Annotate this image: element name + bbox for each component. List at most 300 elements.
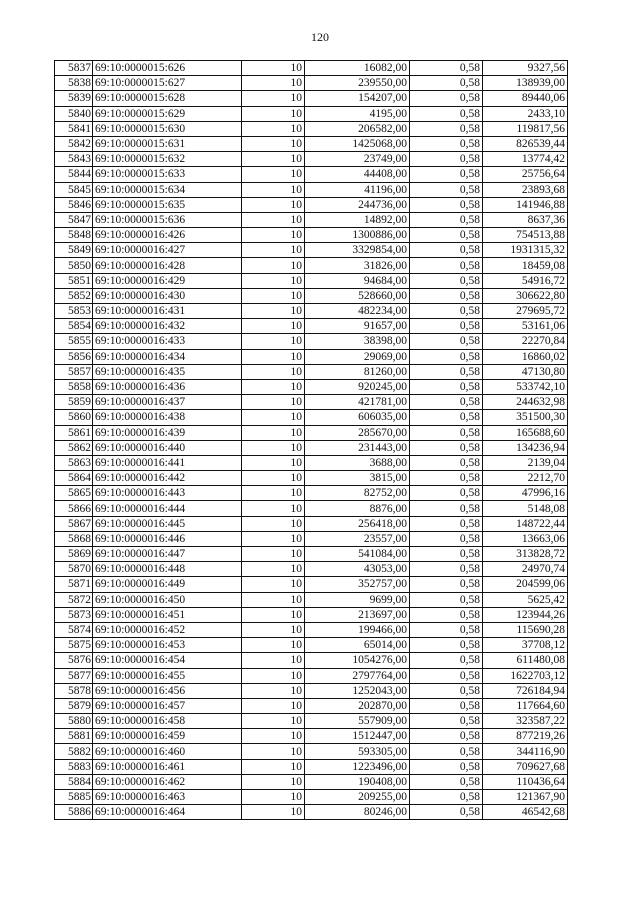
table-row <box>55 364 568 379</box>
coefficient-cell: 0,58 <box>410 228 483 243</box>
value-a-cell: 10 <box>242 653 305 668</box>
value-a-cell: 10 <box>242 714 305 729</box>
result-cell: 22270,84 <box>483 334 568 349</box>
cadastral-number-cell: 69:10:0000015:628 <box>93 91 242 106</box>
cadastral-number-cell: 69:10:0000016:461 <box>93 759 242 774</box>
coefficient-cell: 0,58 <box>410 304 483 319</box>
table-body <box>55 61 568 820</box>
value-a-cell: 10 <box>242 182 305 197</box>
value-a-cell: 10 <box>242 364 305 379</box>
value-a-cell: 10 <box>242 668 305 683</box>
cadastral-number-cell: 69:10:0000016:453 <box>93 638 242 653</box>
row-number-cell: 5837 <box>55 61 93 76</box>
value-a-cell: 10 <box>242 212 305 227</box>
value-a-cell: 10 <box>242 273 305 288</box>
row-number-cell: 5878 <box>55 683 93 698</box>
result-cell: 89440,06 <box>483 91 568 106</box>
value-b-cell: 606035,00 <box>305 410 410 425</box>
result-cell: 23893,68 <box>483 182 568 197</box>
table-row <box>55 531 568 546</box>
cadastral-number-cell: 69:10:0000015:629 <box>93 106 242 121</box>
result-cell: 204599,06 <box>483 577 568 592</box>
table-row <box>55 425 568 440</box>
row-number-cell: 5869 <box>55 547 93 562</box>
cadastral-number-cell: 69:10:0000015:626 <box>93 61 242 76</box>
row-number-cell: 5879 <box>55 698 93 713</box>
cadastral-number-cell: 69:10:0000016:444 <box>93 501 242 516</box>
table-row <box>55 455 568 470</box>
value-a-cell: 10 <box>242 243 305 258</box>
value-b-cell: 213697,00 <box>305 607 410 622</box>
table-row <box>55 91 568 106</box>
value-b-cell: 1425068,00 <box>305 136 410 151</box>
table-row <box>55 622 568 637</box>
row-number-cell: 5843 <box>55 152 93 167</box>
result-cell: 244632,98 <box>483 395 568 410</box>
row-number-cell: 5850 <box>55 258 93 273</box>
value-a-cell: 10 <box>242 440 305 455</box>
table-row <box>55 258 568 273</box>
row-number-cell: 5856 <box>55 349 93 364</box>
value-a-cell: 10 <box>242 501 305 516</box>
table-row <box>55 334 568 349</box>
row-number-cell: 5846 <box>55 197 93 212</box>
row-number-cell: 5867 <box>55 516 93 531</box>
coefficient-cell: 0,58 <box>410 653 483 668</box>
table-row <box>55 61 568 76</box>
row-number-cell: 5862 <box>55 440 93 455</box>
row-number-cell: 5868 <box>55 531 93 546</box>
cadastral-number-cell: 69:10:0000016:459 <box>93 729 242 744</box>
cadastral-number-cell: 69:10:0000016:451 <box>93 607 242 622</box>
result-cell: 119817,56 <box>483 121 568 136</box>
coefficient-cell: 0,58 <box>410 668 483 683</box>
row-number-cell: 5885 <box>55 790 93 805</box>
row-number-cell: 5845 <box>55 182 93 197</box>
row-number-cell: 5854 <box>55 319 93 334</box>
row-number-cell: 5881 <box>55 729 93 744</box>
table-row <box>55 562 568 577</box>
coefficient-cell: 0,58 <box>410 592 483 607</box>
result-cell: 16860,02 <box>483 349 568 364</box>
value-a-cell: 10 <box>242 106 305 121</box>
result-cell: 611480,08 <box>483 653 568 668</box>
value-b-cell: 2797764,00 <box>305 668 410 683</box>
row-number-cell: 5870 <box>55 562 93 577</box>
table-row <box>55 243 568 258</box>
result-cell: 165688,60 <box>483 425 568 440</box>
result-cell: 2212,70 <box>483 471 568 486</box>
result-cell: 279695,72 <box>483 304 568 319</box>
table-row <box>55 805 568 820</box>
value-b-cell: 44408,00 <box>305 167 410 182</box>
coefficient-cell: 0,58 <box>410 410 483 425</box>
result-cell: 709627,68 <box>483 759 568 774</box>
table-row <box>55 592 568 607</box>
value-b-cell: 23749,00 <box>305 152 410 167</box>
row-number-cell: 5852 <box>55 288 93 303</box>
table-row <box>55 76 568 91</box>
value-b-cell: 1223496,00 <box>305 759 410 774</box>
value-b-cell: 81260,00 <box>305 364 410 379</box>
table-row <box>55 440 568 455</box>
coefficient-cell: 0,58 <box>410 349 483 364</box>
result-cell: 1622703,12 <box>483 668 568 683</box>
value-a-cell: 10 <box>242 729 305 744</box>
value-b-cell: 557909,00 <box>305 714 410 729</box>
result-cell: 2139,04 <box>483 455 568 470</box>
coefficient-cell: 0,58 <box>410 379 483 394</box>
table-row <box>55 759 568 774</box>
result-cell: 2433,10 <box>483 106 568 121</box>
coefficient-cell: 0,58 <box>410 577 483 592</box>
result-cell: 115690,28 <box>483 622 568 637</box>
result-cell: 148722,44 <box>483 516 568 531</box>
value-b-cell: 352757,00 <box>305 577 410 592</box>
coefficient-cell: 0,58 <box>410 790 483 805</box>
row-number-cell: 5853 <box>55 304 93 319</box>
result-cell: 754513,88 <box>483 228 568 243</box>
cadastral-number-cell: 69:10:0000016:435 <box>93 364 242 379</box>
row-number-cell: 5842 <box>55 136 93 151</box>
coefficient-cell: 0,58 <box>410 197 483 212</box>
cadastral-number-cell: 69:10:0000016:457 <box>93 698 242 713</box>
table-row <box>55 182 568 197</box>
table-row <box>55 304 568 319</box>
value-a-cell: 10 <box>242 379 305 394</box>
cadastral-number-cell: 69:10:0000016:445 <box>93 516 242 531</box>
table-row <box>55 729 568 744</box>
value-a-cell: 10 <box>242 61 305 76</box>
result-cell: 351500,30 <box>483 410 568 425</box>
value-b-cell: 94684,00 <box>305 273 410 288</box>
result-cell: 24970,74 <box>483 562 568 577</box>
cadastral-number-cell: 69:10:0000016:464 <box>93 805 242 820</box>
coefficient-cell: 0,58 <box>410 273 483 288</box>
result-cell: 110436,64 <box>483 774 568 789</box>
value-b-cell: 482234,00 <box>305 304 410 319</box>
table-row <box>55 167 568 182</box>
row-number-cell: 5871 <box>55 577 93 592</box>
coefficient-cell: 0,58 <box>410 471 483 486</box>
value-a-cell: 10 <box>242 622 305 637</box>
value-b-cell: 14892,00 <box>305 212 410 227</box>
value-b-cell: 209255,00 <box>305 790 410 805</box>
coefficient-cell: 0,58 <box>410 531 483 546</box>
coefficient-cell: 0,58 <box>410 258 483 273</box>
cadastral-number-cell: 69:10:0000016:462 <box>93 774 242 789</box>
cadastral-number-cell: 69:10:0000016:438 <box>93 410 242 425</box>
coefficient-cell: 0,58 <box>410 364 483 379</box>
result-cell: 1931315,32 <box>483 243 568 258</box>
cadastral-number-cell: 69:10:0000016:450 <box>93 592 242 607</box>
result-cell: 533742,10 <box>483 379 568 394</box>
result-cell: 47996,16 <box>483 486 568 501</box>
coefficient-cell: 0,58 <box>410 607 483 622</box>
coefficient-cell: 0,58 <box>410 486 483 501</box>
value-a-cell: 10 <box>242 76 305 91</box>
row-number-cell: 5872 <box>55 592 93 607</box>
coefficient-cell: 0,58 <box>410 698 483 713</box>
table-row <box>55 638 568 653</box>
row-number-cell: 5855 <box>55 334 93 349</box>
cadastral-number-cell: 69:10:0000016:460 <box>93 744 242 759</box>
table-row <box>55 668 568 683</box>
value-a-cell: 10 <box>242 744 305 759</box>
row-number-cell: 5873 <box>55 607 93 622</box>
row-number-cell: 5864 <box>55 471 93 486</box>
value-b-cell: 23557,00 <box>305 531 410 546</box>
value-b-cell: 1300886,00 <box>305 228 410 243</box>
coefficient-cell: 0,58 <box>410 243 483 258</box>
cadastral-number-cell: 69:10:0000016:455 <box>93 668 242 683</box>
row-number-cell: 5884 <box>55 774 93 789</box>
value-b-cell: 528660,00 <box>305 288 410 303</box>
table-row <box>55 228 568 243</box>
table-row <box>55 516 568 531</box>
value-a-cell: 10 <box>242 562 305 577</box>
result-cell: 344116,90 <box>483 744 568 759</box>
result-cell: 134236,94 <box>483 440 568 455</box>
value-b-cell: 1054276,00 <box>305 653 410 668</box>
cadastral-number-cell: 69:10:0000015:635 <box>93 197 242 212</box>
value-b-cell: 154207,00 <box>305 91 410 106</box>
table-row <box>55 683 568 698</box>
value-a-cell: 10 <box>242 531 305 546</box>
value-a-cell: 10 <box>242 425 305 440</box>
row-number-cell: 5844 <box>55 167 93 182</box>
coefficient-cell: 0,58 <box>410 395 483 410</box>
result-cell: 18459,08 <box>483 258 568 273</box>
value-a-cell: 10 <box>242 304 305 319</box>
row-number-cell: 5863 <box>55 455 93 470</box>
table-row <box>55 471 568 486</box>
value-a-cell: 10 <box>242 683 305 698</box>
table-row <box>55 319 568 334</box>
value-a-cell: 10 <box>242 121 305 136</box>
value-a-cell: 10 <box>242 334 305 349</box>
value-a-cell: 10 <box>242 258 305 273</box>
value-a-cell: 10 <box>242 410 305 425</box>
value-a-cell: 10 <box>242 167 305 182</box>
cadastral-number-cell: 69:10:0000016:442 <box>93 471 242 486</box>
row-number-cell: 5865 <box>55 486 93 501</box>
cadastral-number-cell: 69:10:0000016:427 <box>93 243 242 258</box>
value-b-cell: 1512447,00 <box>305 729 410 744</box>
value-a-cell: 10 <box>242 592 305 607</box>
value-a-cell: 10 <box>242 516 305 531</box>
table-row <box>55 577 568 592</box>
value-b-cell: 3688,00 <box>305 455 410 470</box>
cadastral-number-cell: 69:10:0000016:434 <box>93 349 242 364</box>
row-number-cell: 5858 <box>55 379 93 394</box>
table-row <box>55 197 568 212</box>
coefficient-cell: 0,58 <box>410 774 483 789</box>
row-number-cell: 5859 <box>55 395 93 410</box>
coefficient-cell: 0,58 <box>410 440 483 455</box>
value-b-cell: 82752,00 <box>305 486 410 501</box>
value-b-cell: 190408,00 <box>305 774 410 789</box>
table-row <box>55 501 568 516</box>
table-row <box>55 288 568 303</box>
result-cell: 53161,06 <box>483 319 568 334</box>
table-row <box>55 698 568 713</box>
value-b-cell: 202870,00 <box>305 698 410 713</box>
coefficient-cell: 0,58 <box>410 683 483 698</box>
value-a-cell: 10 <box>242 197 305 212</box>
cadastral-number-cell: 69:10:0000015:634 <box>93 182 242 197</box>
value-a-cell: 10 <box>242 91 305 106</box>
value-a-cell: 10 <box>242 774 305 789</box>
coefficient-cell: 0,58 <box>410 562 483 577</box>
value-a-cell: 10 <box>242 607 305 622</box>
table-row <box>55 106 568 121</box>
row-number-cell: 5840 <box>55 106 93 121</box>
table-row <box>55 410 568 425</box>
cadastral-number-cell: 69:10:0000016:430 <box>93 288 242 303</box>
coefficient-cell: 0,58 <box>410 638 483 653</box>
value-a-cell: 10 <box>242 288 305 303</box>
result-cell: 47130,80 <box>483 364 568 379</box>
value-b-cell: 4195,00 <box>305 106 410 121</box>
result-cell: 54916,72 <box>483 273 568 288</box>
value-b-cell: 199466,00 <box>305 622 410 637</box>
value-b-cell: 8876,00 <box>305 501 410 516</box>
value-b-cell: 3329854,00 <box>305 243 410 258</box>
result-cell: 9327,56 <box>483 61 568 76</box>
coefficient-cell: 0,58 <box>410 152 483 167</box>
coefficient-cell: 0,58 <box>410 106 483 121</box>
cadastral-number-cell: 69:10:0000016:446 <box>93 531 242 546</box>
cadastral-number-cell: 69:10:0000016:432 <box>93 319 242 334</box>
value-b-cell: 285670,00 <box>305 425 410 440</box>
table-row <box>55 395 568 410</box>
cadastral-number-cell: 69:10:0000016:447 <box>93 547 242 562</box>
row-number-cell: 5883 <box>55 759 93 774</box>
cadastral-number-cell: 69:10:0000016:428 <box>93 258 242 273</box>
value-a-cell: 10 <box>242 805 305 820</box>
row-number-cell: 5861 <box>55 425 93 440</box>
value-b-cell: 31826,00 <box>305 258 410 273</box>
data-table <box>54 60 568 820</box>
row-number-cell: 5882 <box>55 744 93 759</box>
cadastral-number-cell: 69:10:0000015:636 <box>93 212 242 227</box>
value-a-cell: 10 <box>242 349 305 364</box>
row-number-cell: 5866 <box>55 501 93 516</box>
value-b-cell: 41196,00 <box>305 182 410 197</box>
table-row <box>55 653 568 668</box>
coefficient-cell: 0,58 <box>410 61 483 76</box>
cadastral-number-cell: 69:10:0000015:633 <box>93 167 242 182</box>
page-number: 120 <box>311 30 329 44</box>
cadastral-number-cell: 69:10:0000016:437 <box>93 395 242 410</box>
coefficient-cell: 0,58 <box>410 167 483 182</box>
value-b-cell: 541084,00 <box>305 547 410 562</box>
table-row <box>55 152 568 167</box>
value-b-cell: 421781,00 <box>305 395 410 410</box>
coefficient-cell: 0,58 <box>410 744 483 759</box>
coefficient-cell: 0,58 <box>410 729 483 744</box>
row-number-cell: 5841 <box>55 121 93 136</box>
coefficient-cell: 0,58 <box>410 547 483 562</box>
cadastral-number-cell: 69:10:0000016:458 <box>93 714 242 729</box>
value-b-cell: 38398,00 <box>305 334 410 349</box>
result-cell: 5625,42 <box>483 592 568 607</box>
coefficient-cell: 0,58 <box>410 136 483 151</box>
value-b-cell: 1252043,00 <box>305 683 410 698</box>
table-row <box>55 607 568 622</box>
cadastral-number-cell: 69:10:0000015:632 <box>93 152 242 167</box>
cadastral-number-cell: 69:10:0000016:448 <box>93 562 242 577</box>
cadastral-number-cell: 69:10:0000016:431 <box>93 304 242 319</box>
coefficient-cell: 0,58 <box>410 334 483 349</box>
coefficient-cell: 0,58 <box>410 501 483 516</box>
table-row <box>55 790 568 805</box>
cadastral-number-cell: 69:10:0000016:426 <box>93 228 242 243</box>
cadastral-number-cell: 69:10:0000016:456 <box>93 683 242 698</box>
value-a-cell: 10 <box>242 486 305 501</box>
coefficient-cell: 0,58 <box>410 516 483 531</box>
result-cell: 117664,60 <box>483 698 568 713</box>
value-b-cell: 9699,00 <box>305 592 410 607</box>
table-row <box>55 379 568 394</box>
table-row <box>55 714 568 729</box>
value-a-cell: 10 <box>242 319 305 334</box>
row-number-cell: 5857 <box>55 364 93 379</box>
coefficient-cell: 0,58 <box>410 182 483 197</box>
cadastral-number-cell: 69:10:0000016:441 <box>93 455 242 470</box>
row-number-cell: 5848 <box>55 228 93 243</box>
value-b-cell: 29069,00 <box>305 349 410 364</box>
value-b-cell: 80246,00 <box>305 805 410 820</box>
value-b-cell: 231443,00 <box>305 440 410 455</box>
cadastral-number-cell: 69:10:0000016:433 <box>93 334 242 349</box>
value-b-cell: 206582,00 <box>305 121 410 136</box>
coefficient-cell: 0,58 <box>410 91 483 106</box>
result-cell: 46542,68 <box>483 805 568 820</box>
row-number-cell: 5877 <box>55 668 93 683</box>
result-cell: 306622,80 <box>483 288 568 303</box>
value-a-cell: 10 <box>242 759 305 774</box>
coefficient-cell: 0,58 <box>410 455 483 470</box>
row-number-cell: 5875 <box>55 638 93 653</box>
result-cell: 25756,64 <box>483 167 568 182</box>
result-cell: 8637,36 <box>483 212 568 227</box>
coefficient-cell: 0,58 <box>410 425 483 440</box>
table-row <box>55 744 568 759</box>
coefficient-cell: 0,58 <box>410 121 483 136</box>
row-number-cell: 5880 <box>55 714 93 729</box>
cadastral-number-cell: 69:10:0000016:440 <box>93 440 242 455</box>
cadastral-number-cell: 69:10:0000016:463 <box>93 790 242 805</box>
table-row <box>55 273 568 288</box>
row-number-cell: 5838 <box>55 76 93 91</box>
coefficient-cell: 0,58 <box>410 212 483 227</box>
cadastral-number-cell: 69:10:0000016:452 <box>93 622 242 637</box>
value-a-cell: 10 <box>242 547 305 562</box>
value-b-cell: 3815,00 <box>305 471 410 486</box>
row-number-cell: 5860 <box>55 410 93 425</box>
value-b-cell: 43053,00 <box>305 562 410 577</box>
table-row <box>55 486 568 501</box>
result-cell: 313828,72 <box>483 547 568 562</box>
coefficient-cell: 0,58 <box>410 76 483 91</box>
result-cell: 123944,26 <box>483 607 568 622</box>
result-cell: 141946,88 <box>483 197 568 212</box>
row-number-cell: 5886 <box>55 805 93 820</box>
value-b-cell: 91657,00 <box>305 319 410 334</box>
result-cell: 877219,26 <box>483 729 568 744</box>
